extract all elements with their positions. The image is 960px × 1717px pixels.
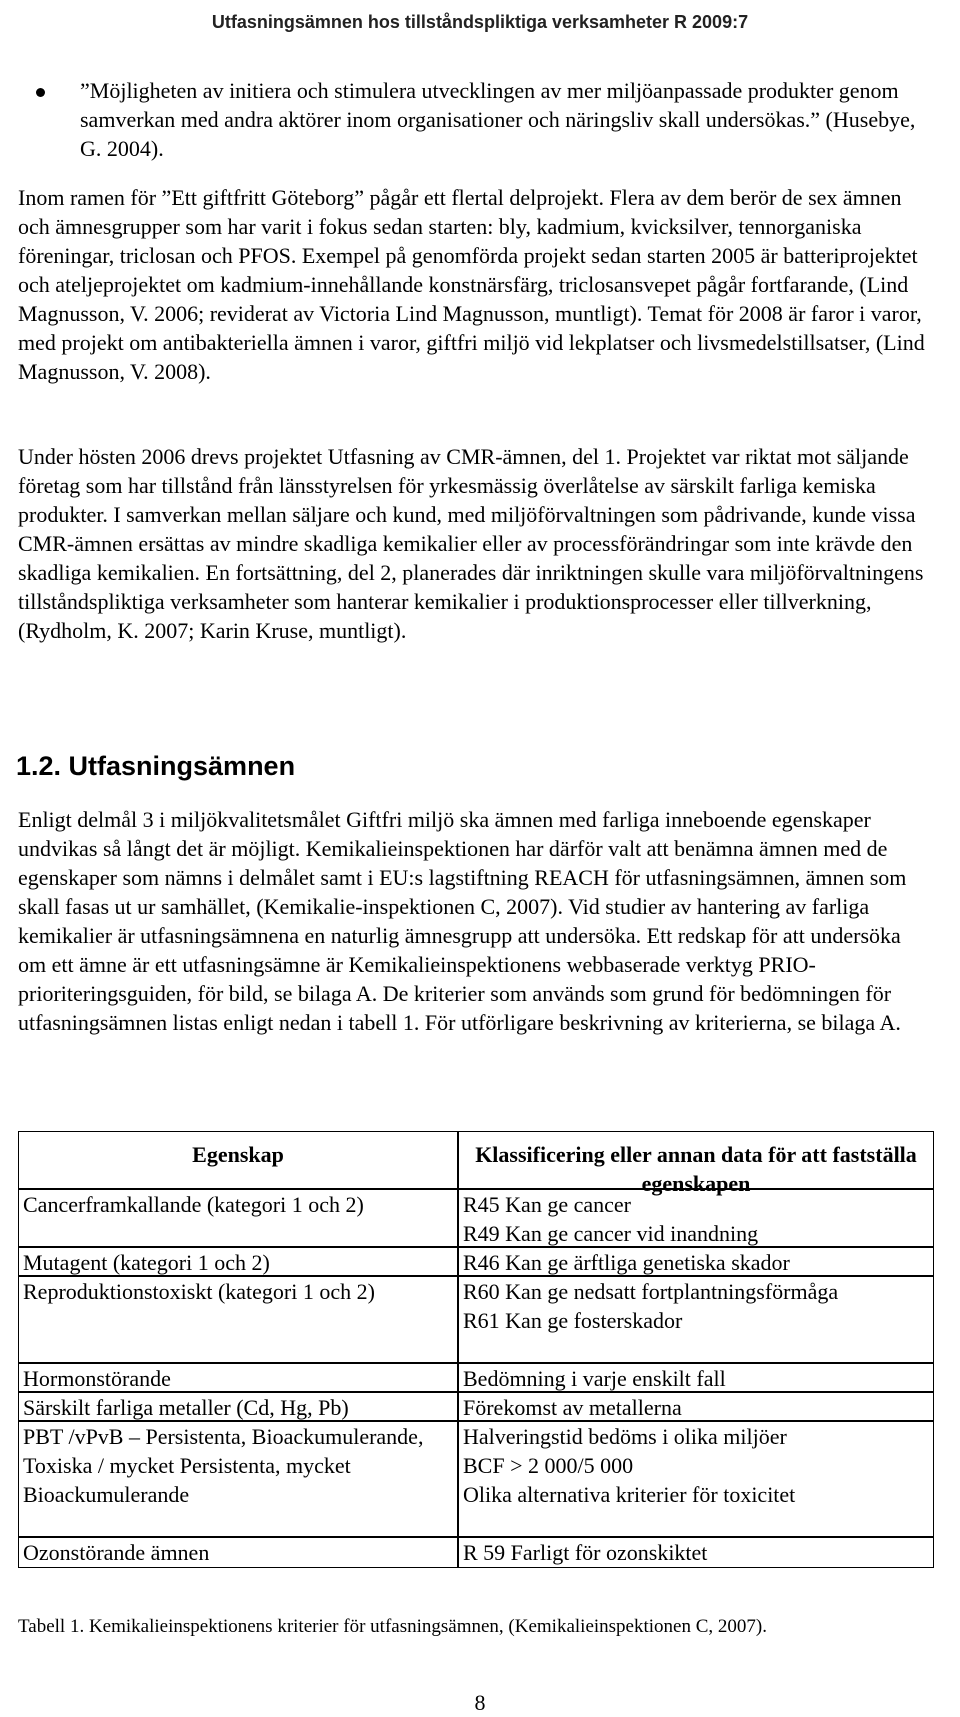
row-criteria: Halveringstid bedöms i olika miljöer BCF > 2 000/5 000 Olika alternativa kriterier för toxicitet: [458, 1421, 934, 1537]
table-row: [18, 1421, 934, 1537]
row-criteria: Bedömning i varje enskilt fall: [458, 1363, 934, 1392]
table-row: [18, 1392, 934, 1421]
paragraph-giftfritt: Inom ramen för ”Ett giftfritt Göteborg” pågår ett flertal delprojekt. Flera av dem berör de sex ämnen och ämnesgrupper som har varit i fokus sedan starten: bly, kadmium, kvicksilver, tennorganiska föreningar, triclosan och PFOS. Exempel på genomförda projekt sedan starten 2005 är batteriprojektet och ateljeprojektet om kadmium-innehållande konstnärsfärg, triclosansvepet pågår fortfarande, (Lind Magnusson, V. 2006; reviderat av Victoria Lind Magnusson, muntligt). Temat för 2008 är faror i varor, med projekt om antibakteriella ämnen i varor, giftfri miljö vid lekplatser och livsmedelstillsatser, (Lind Magnusson, V. 2008).: [18, 185, 925, 384]
row-property: Särskilt farliga metaller (Cd, Hg, Pb): [18, 1392, 458, 1421]
running-header: Utfasningsämnen hos tillståndspliktiga verksamheter R 2009:7: [211, 12, 749, 32]
table-caption: Tabell 1. Kemikalieinspektionens kriterier för utfasningsämnen, (Kemikalieinspektionen C, 2007).: [18, 1616, 767, 1637]
row-property: Ozonstörande ämnen: [18, 1537, 458, 1568]
paragraph-utfasningsamnen: Enligt delmål 3 i miljökvalitetsmålet Giftfri miljö ska ämnen med farliga inneboende egenskaper undvikas så långt det är möjligt. Kemikalieinspektionen har därför valt att benämna ämnen med de egenskaper som nämns i delmålet samt i EU:s lagstiftning REACH för utfasningsämnen, ämnen som skall fasas ut ur samhället, (Kemikalie-inspektionen C, 2007). Vid studier av hantering av farliga kemikalier är utfasningsämnena en naturlig ämnesgrupp att undersöka. Ett redskap för att undersöka om ett ämne är ett utfasningsämne är Kemikalieinspektionens webbaserade verktyg PRIO-prioriteringsguiden, för bild, se bilaga A. De kriterier som används som grund för bedömningen för utfasningsämnen listas enligt nedan i tabell 1. För utförligare beskrivning av kriterierna, se bilaga A.: [18, 807, 907, 1035]
table-row: [18, 1189, 934, 1247]
header-egenskap: Egenskap: [18, 1131, 458, 1189]
quote-text: ”Möjligheten av initiera och stimulera utvecklingen av mer miljöanpassade produkter genom samverkan med andra aktörer inom organisationer och näringsliv skall undersökas.” (Husebye, G. 2004).: [80, 78, 916, 161]
row-criteria: Förekomst av metallerna: [458, 1392, 934, 1421]
row-property: Mutagent (kategori 1 och 2): [18, 1247, 458, 1276]
paragraph-cmr-project: Under hösten 2006 drevs projektet Utfasning av CMR-ämnen, del 1. Projektet var riktat mot säljande företag som har tillstånd från länsstyrelsen för yrkesmässig överlåtelse av särskilt farliga kemiska produkter. I samverkan mellan säljare och kund, med miljöförvaltningen som pådrivande, kunde vissa CMR-ämnen ersättas av mindre skadliga kemikalier eller av processförändringar som inte krävde den skadliga kemikalien. En fortsättning, del 2, planerades där inriktningen skulle vara miljöförvaltningens tillståndspliktiga verksamheter som hanterar kemikalier i produktionsprocesser eller tillverkning, (Rydholm, K. 2007; Karin Kruse, muntligt).: [18, 444, 924, 643]
table-row: [18, 1247, 934, 1276]
row-criteria: R 59 Farligt för ozonskiktet: [458, 1537, 934, 1568]
table-row: [18, 1276, 934, 1363]
header-klassificering: Klassificering eller annan data för att fastställa egenskapen: [458, 1131, 934, 1189]
row-property: PBT /vPvB – Persistenta, Bioackumulerande, Toxiska / mycket Persistenta, mycket Bioackumulerande: [18, 1421, 458, 1537]
bullet-icon: [36, 88, 45, 97]
row-property: Cancerframkallande (kategori 1 och 2): [18, 1189, 458, 1247]
table-row: [18, 1363, 934, 1392]
row-criteria: R46 Kan ge ärftliga genetiska skador: [458, 1247, 934, 1276]
row-criteria: R60 Kan ge nedsatt fortplantningsförmåga R61 Kan ge fosterskador: [458, 1276, 934, 1363]
row-criteria: R45 Kan ge cancer R49 Kan ge cancer vid inandning: [458, 1189, 934, 1247]
page-number: 8: [474, 1690, 486, 1715]
row-property: Reproduktionstoxiskt (kategori 1 och 2): [18, 1276, 458, 1363]
table-row: [18, 1537, 934, 1568]
table-header-row: [18, 1131, 934, 1189]
row-property: Hormonstörande: [18, 1363, 458, 1392]
criteria-table: [18, 1131, 934, 1568]
section-heading: 1.2. Utfasningsämnen: [16, 751, 296, 781]
quote-bullet: [18, 76, 928, 163]
